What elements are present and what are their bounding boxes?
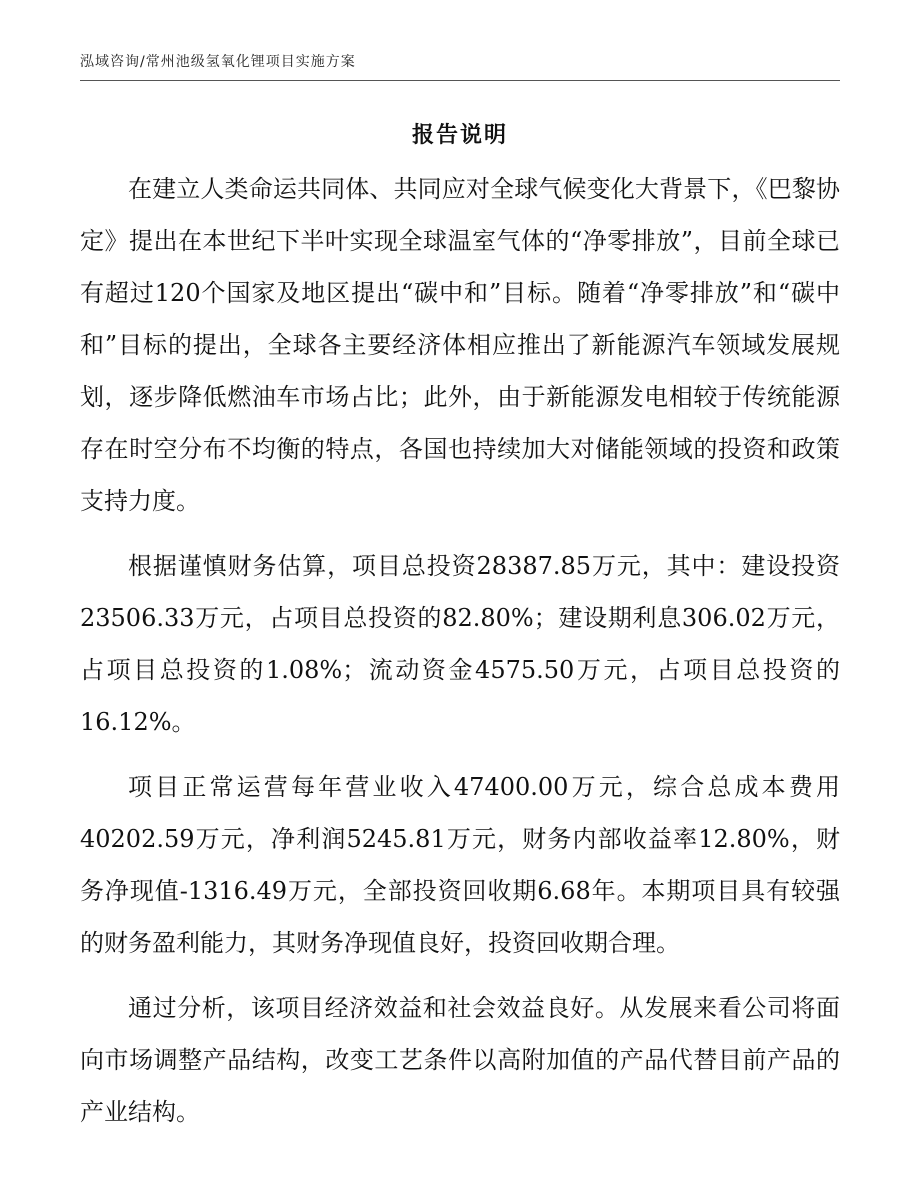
paragraph-background: 在建立人类命运共同体、共同应对全球气候变化大背景下，《巴黎协定》提出在本世纪下半叶实现全球温室气体的“净零排放”，目前全球已有超过120个国家及地区提出“碳中和”目标。随着“净零排放”和“碳中和”目标的提出，全球各主要经济体相应推出了新能源汽车领域发展规划，逐步降低燃油车市场占比；此外，由于新能源发电相较于传统能源存在时空分布不均衡的特点，各国也持续加大对储能领域的投资和政策支持力度。 [80,175,840,515]
paragraph-financials: 项目正常运营每年营业收入47400.00万元，综合总成本费用40202.59万元，净利润5245.81万元，财务内部收益率12.80%，财务净现值-1316.49万元，全部投资回收期6.68年。本期项目具有较强的财务盈利能力，其财务净现值良好，投资回收期合理。 [80,773,840,957]
paragraph-conclusion: 通过分析，该项目经济效益和社会效益良好。从发展来看公司将面向市场调整产品结构，改变工艺条件以高附加值的产品代替目前产品的产业结构。 [80,994,840,1126]
paragraph-investment: 根据谨慎财务估算，项目总投资28387.85万元，其中：建设投资23506.33万元，占项目总投资的82.80%；建设期利息306.02万元，占项目总投资的1.08%；流动资金4575.50万元，占项目总投资的16.12%。 [80,552,840,736]
header-divider [80,80,840,81]
report-body [80,163,840,1151]
report-title: 报告说明 [411,123,508,148]
page-header: 泓域咨询/常州池级氢氧化锂项目实施方案 [80,54,356,70]
